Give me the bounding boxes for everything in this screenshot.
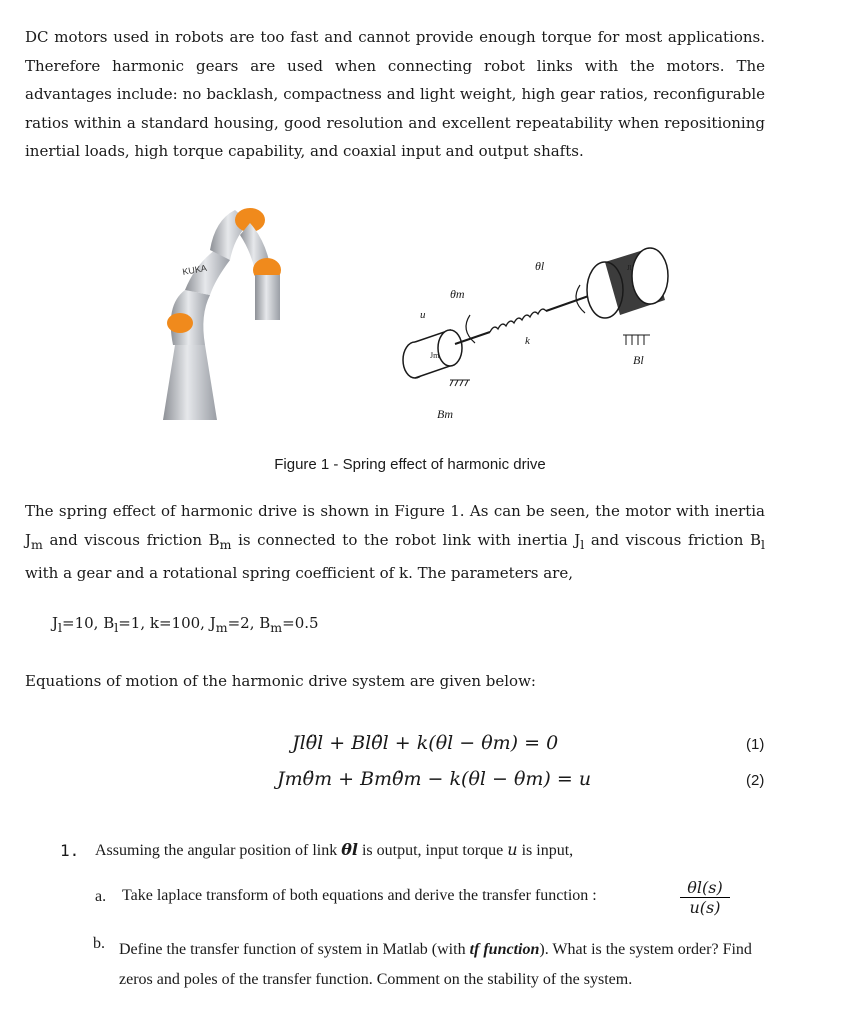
harmonic-drive-diagram: [395, 240, 685, 425]
equation-1-number: (1): [746, 736, 765, 753]
fraction-numerator: θl(s): [680, 878, 730, 898]
svg-text:Jm: Jm: [430, 351, 440, 360]
fraction-denominator: u(s): [689, 898, 721, 917]
label-theta-l: θl: [535, 259, 545, 273]
label-u: u: [420, 309, 426, 321]
equation-2-number: (2): [746, 772, 765, 789]
motor-inertia-cylinder: [403, 330, 462, 378]
label-Bm: Bm: [437, 407, 453, 421]
load-inertia-cylinder: [587, 248, 668, 318]
equation-1: Jlθ̈l + Blθ̇l + k(θl − θm) = 0: [292, 732, 559, 754]
transfer-function-fraction: [680, 878, 730, 917]
question-1-text: Assuming the angular position of link θl is output, input torque u is input,: [95, 840, 574, 859]
question-b-text: Define the transfer function of system in Matlab (with tf function). What is the system order? Find zeros and poles of the transfer function. Comment on the stability of the system.: [119, 941, 752, 988]
question-a-text: Take laplace transform of both equations and derive the transfer function :: [122, 887, 597, 904]
label-theta-m: θm: [450, 287, 465, 301]
label-Bl: Bl: [633, 353, 644, 367]
description-paragraph: The spring effect of harmonic drive is shown in Figure 1. As can be seen, the motor with inertia $J_m$ and viscous friction $B_m$ is connected to the robot link with inertia $J_l$ and viscous friction $B_l$ with a gear and a rotational spring coefficient of k. The parameters are,: [25, 502, 765, 582]
intro-paragraph: DC motors used in robots are too fast and cannot provide enough torque for most applications. Therefore harmonic gears are used when connecting robot links with the motors. The advantages include: no backlash, compactness and light weight, high gear ratios, reconfigurable ratios within a standard housing, good resolution and excellent repeatability when repositioning inertial loads, high torque capability, and coaxial input and output shafts.: [25, 28, 765, 161]
question-a-label: a.: [95, 888, 107, 905]
equation-2: Jmθ̈m + Bmθ̇m − k(θl − θm) = u: [277, 768, 592, 790]
label-k: k: [525, 335, 530, 347]
svg-text:Jl: Jl: [627, 264, 632, 272]
parameters-line: $J_l=10$, $B_l=1$, k=100, $J_m=2$, $B_m=0.5$: [52, 614, 319, 635]
robot-arm-image: [155, 195, 285, 425]
spring: [490, 309, 546, 332]
question-1-number: 1.: [60, 841, 80, 860]
equations-intro: Equations of motion of the harmonic drive system are given below:: [25, 672, 536, 690]
figure-caption: Figure 1 - Spring effect of harmonic drive: [274, 456, 546, 473]
svg-text:KUKA: KUKA: [181, 262, 208, 277]
question-b-label: b.: [93, 935, 105, 952]
